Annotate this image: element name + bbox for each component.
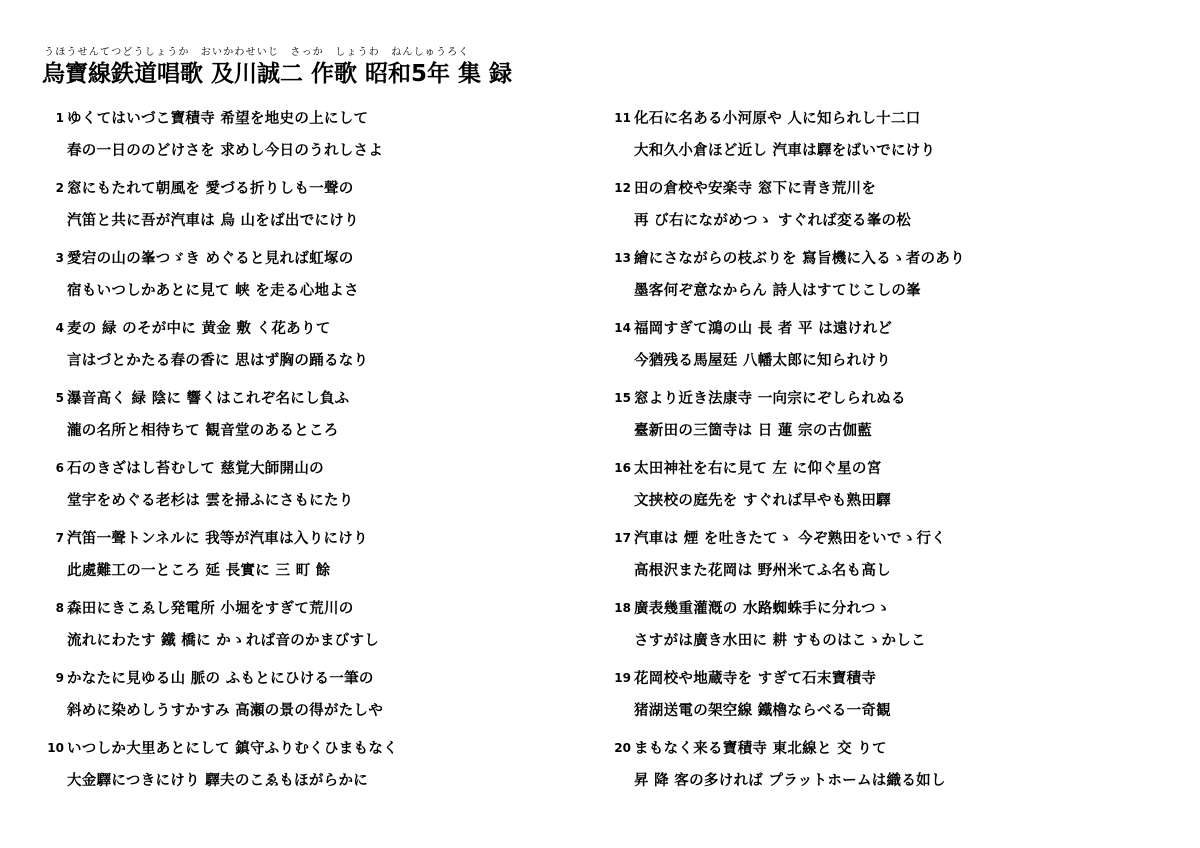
verse-line: 臺新田の三箇寺は 日 蓮 宗の古伽藍 [634, 423, 873, 439]
verse-line: 瀑音高く 緑 陰に 響くはこれぞ名にし負ふ [67, 391, 350, 407]
verse [44, 173, 584, 243]
verse [611, 103, 1151, 173]
title-ruby: うほうせんてつどうしょうか おいかわせいじ さっか しょうわ ねんしゅうろく [44, 47, 470, 58]
verse-line: 窓より近き法康寺 一向宗にぞしられぬる [634, 391, 906, 407]
verse-line: 猪湖送電の架空線 鐵櫓ならべる一奇観 [634, 703, 891, 719]
verse-line: 化石に名ある小河原や 人に知られし十二口 [634, 111, 921, 127]
page-title: 烏寶線鉄道唱歌 及川誠二 作歌 昭和5年 集 録 [42, 61, 513, 87]
verse-number: 5 [55, 391, 64, 405]
verse-number: 14 [614, 321, 631, 335]
verse [44, 523, 584, 593]
verse [44, 103, 584, 173]
verse-line: 石のきざはし苔むして 慈覚大師開山の [67, 461, 324, 477]
verse-line: ゆくてはいづこ寶積寺 希望を地史の上にして [67, 111, 369, 127]
verse [44, 733, 584, 803]
verse-line: 大和久小倉ほど近し 汽車は驛をばいでにけり [634, 143, 936, 159]
verse-line: 福岡すぎて鴻の山 長 者 平 は遠けれど [634, 321, 893, 337]
verse-line: 窓にもたれて朝風を 愛づる折りしも一聲の [67, 181, 354, 197]
verse-line: 此處難工の一ところ 延 長實に 三 町 餘 [67, 563, 331, 579]
verse [611, 663, 1151, 733]
verse-number: 8 [55, 601, 64, 615]
verse [44, 663, 584, 733]
verse-line: 汽笛一聲トンネルに 我等が汽車は入りにけり [67, 531, 368, 547]
verse-line: 今猶残る馬屋廷 八幡太郎に知られけり [634, 353, 891, 369]
verse [44, 313, 584, 383]
verse [611, 453, 1151, 523]
verse-line: 森田にきこゑし発電所 小堀をすぎて荒川の [67, 601, 354, 617]
verse-line: 再 び右にながめつゝ すぐれば変る峯の松 [634, 213, 912, 229]
verse-line: 宿もいつしかあとに見て 峡 を走る心地よさ [67, 283, 359, 299]
verse-line: 田の倉校や安楽寺 窓下に青き荒川を [634, 181, 877, 197]
verse-number: 6 [55, 461, 64, 475]
verse-number: 13 [614, 251, 631, 265]
verse-line: 瀧の名所と相待ちて 観音堂のあるところ [67, 423, 339, 439]
left-column [44, 103, 584, 803]
verse-number: 16 [614, 461, 631, 475]
verse-line: 流れにわたす 鐵 橋に かゝれば音のかまびすし [67, 633, 380, 649]
verse-line: さすがは廣き水田に 耕 すものはこゝかしこ [634, 633, 926, 649]
verse [611, 523, 1151, 593]
verse-line: いつしか大里あとにして 鎮守ふりむくひまもなく [67, 741, 398, 757]
verse-line: 麦の 緑 のそが中に 黄金 敷 く花ありて [67, 321, 331, 337]
verse-number: 18 [614, 601, 631, 615]
verse-line: 墨客何ぞ意なからん 詩人はすてじこしの峯 [634, 283, 921, 299]
verse-line: 堂宇をめぐる老杉は 雲を掃ふにさもにたり [67, 493, 354, 509]
right-column [611, 103, 1151, 803]
verse-line: 太田神社を右に見て 左 に仰ぐ星の宮 [634, 461, 882, 477]
verse-number: 10 [47, 741, 64, 755]
verse-number: 9 [55, 671, 64, 685]
verse-line: 汽車は 煙 を吐きたてゝ 今ぞ熟田をいでゝ行く [634, 531, 947, 547]
verse-line: 昇 降 客の多ければ プラットホームは織る如し [634, 773, 946, 789]
verse-line: 花岡校や地蔵寺を すぎて石末寶積寺 [634, 671, 877, 687]
verse-number: 1 [55, 111, 64, 125]
verse-line: 文挟校の庭先を すぐれば早やも熟田驛 [634, 493, 891, 509]
verse-number: 19 [614, 671, 631, 685]
verse [611, 383, 1151, 453]
verse-number: 4 [55, 321, 64, 335]
verse-line: 大金驛につきにけり 驛夫のこゑもほがらかに [67, 773, 369, 789]
verse [611, 243, 1151, 313]
verse-line: 汽笛と共に吾が汽車は 烏 山をば出でにけり [67, 213, 359, 229]
verse-line: 繪にさながらの枝ぶりを 寫旨機に入るゝ者のあり [634, 251, 965, 267]
verse-number: 3 [55, 251, 64, 265]
verse [44, 383, 584, 453]
verse-number: 2 [55, 181, 64, 195]
verse-number: 12 [614, 181, 631, 195]
verse-line: 春の一日ののどけさを 求めし今日のうれしさよ [67, 143, 384, 159]
verse [611, 593, 1151, 663]
verse-line: 高根沢また花岡は 野州米てふ名も高し [634, 563, 891, 579]
verse [44, 453, 584, 523]
verse-number: 11 [614, 111, 631, 125]
verse [44, 593, 584, 663]
verse [611, 313, 1151, 383]
verse-line: 言はづとかたる春の香に 思はず胸の踊るなり [67, 353, 369, 369]
verse-line: 愛宕の山の峯つゞき めぐると見れば虹塚の [67, 251, 354, 267]
verse-line: 廣表幾重灌漑の 水路蜘蛛手に分れつゝ [634, 601, 891, 617]
verse [611, 733, 1151, 803]
verse-number: 17 [614, 531, 631, 545]
verse-number: 7 [55, 531, 64, 545]
verse [611, 173, 1151, 243]
verse-number: 20 [614, 741, 631, 755]
verse-line: 斜めに染めしうすかすみ 高瀬の景の得がたしや [67, 703, 384, 719]
verse-number: 15 [614, 391, 631, 405]
verse-line: まもなく来る寶積寺 東北線と 交 りて [634, 741, 887, 757]
verse-line: かなたに見ゆる山 脈の ふもとにひける一筆の [67, 671, 374, 687]
verse [44, 243, 584, 313]
